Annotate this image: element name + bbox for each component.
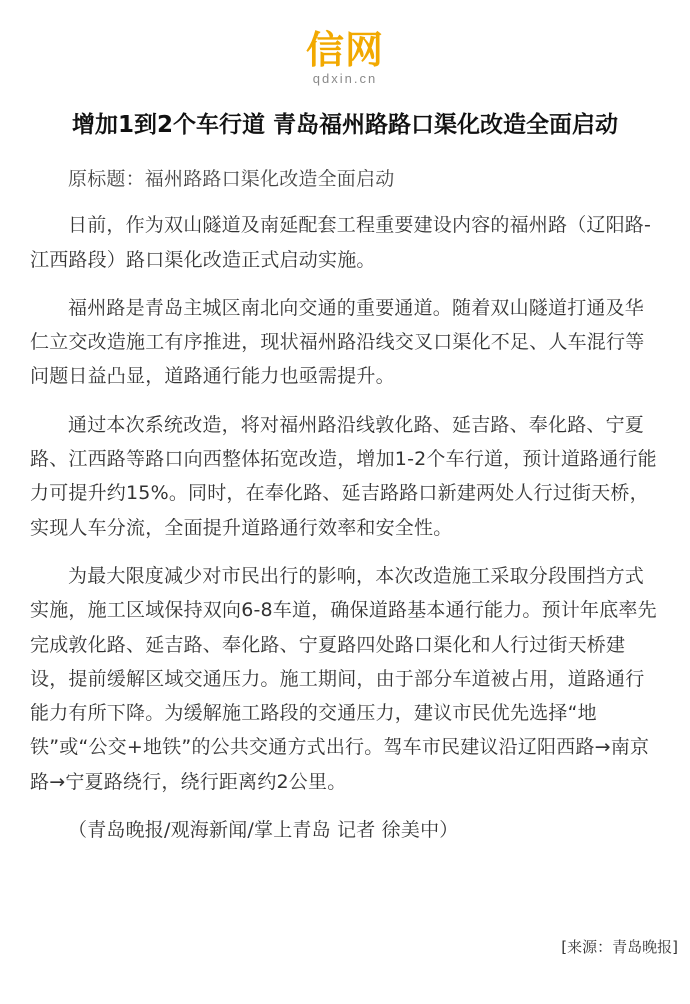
paragraph-1: 日前，作为双山隧道及南延配套工程重要建设内容的福州路（辽阳路-江西路段）路口渠化改造正式启动实施。 bbox=[30, 214, 652, 271]
logo-mark: 信网 bbox=[305, 28, 384, 72]
article-source: [来源：青岛晚报] bbox=[561, 938, 678, 956]
article-body bbox=[30, 162, 660, 861]
site-logo[interactable] bbox=[0, 30, 690, 86]
reporter-credit: （青岛晚报/观海新闻/掌上青岛 记者 徐美中） bbox=[68, 819, 459, 842]
article-headline: 增加1到2个车行道 青岛福州路路口渠化改造全面启动 bbox=[71, 112, 618, 138]
paragraph-3: 通过本次系统改造，将对福州路沿线敦化路、延吉路、奉化路、宁夏路、江西路等路口向西整体拓宽改造，增加1-2个车行道，预计道路通行能力可提升约15%。同时，在奉化路、延吉路路口新建两处人行过街天桥，实现人车分流，全面提升道路通行效率和安全性。 bbox=[30, 413, 657, 539]
paragraph-2: 福州路是青岛主城区南北向交通的重要通道。随着双山隧道打通及华仁立交改造施工有序推进，现状福州路沿线交叉口渠化不足、人车混行等问题日益凸显，道路通行能力也亟需提升。 bbox=[30, 296, 645, 388]
original-title: 原标题：福州路路口渠化改造全面启动 bbox=[68, 168, 395, 190]
logo-domain: qdxin.cn bbox=[312, 71, 378, 86]
paragraph-4: 为最大限度减少对市民出行的影响，本次改造施工采取分段围挡方式实施，施工区域保持双向6-8车道，确保道路基本通行能力。预计年底率先完成敦化路、延吉路、奉化路、宁夏路四处路口渠化和人行过街天桥建设，提前缓解区域交通压力。施工期间，由于部分车道被占用，道路通行能力有所下降。为缓解施工路段的交通压力，建议市民优先选择“地铁”或“公交+地铁”的公共交通方式出行。驾车市民建议沿辽阳西路→南京路→宁夏路绕行，绕行距离约2公里。 bbox=[30, 564, 657, 793]
